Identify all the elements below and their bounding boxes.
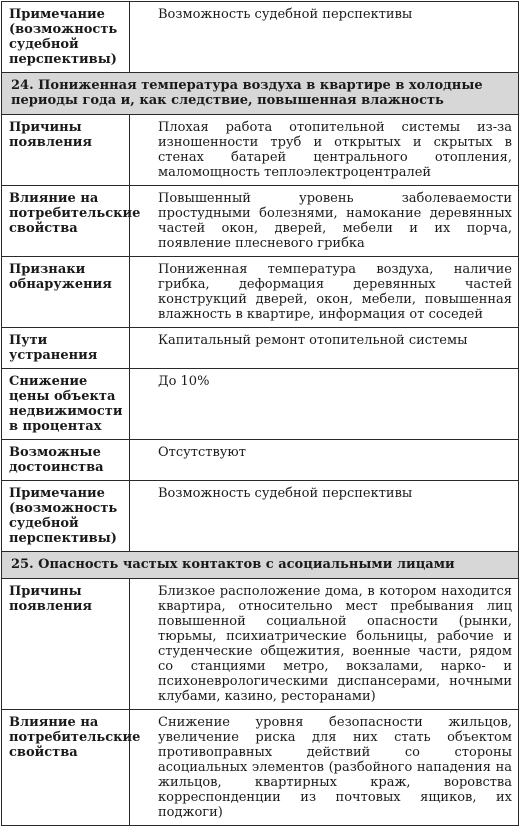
- table-row: [2, 369, 519, 440]
- table-row: [2, 710, 519, 826]
- row-label: Снижение цены объекта недвижимости в процентах: [2, 369, 130, 440]
- row-label: Возможные достоинства: [2, 440, 130, 481]
- row-value: Близкое расположение дома, в котором находится квартира, относительно мест пребывания лиц повышенной социальной опасности (рынки, тюрьмы, психиатрические больницы, рабочие и студенческие общежития, военные части, рядом со станциями метро, вокзалами, нарко- и психоневрологическими диспансерами, ночными клубами, казино, ресторанами): [130, 579, 519, 710]
- row-label: Примечание (возможность судебной перспективы): [2, 2, 130, 73]
- table-row: [2, 115, 519, 186]
- row-label: Примечание (возможность судебной перспективы): [2, 481, 130, 552]
- table-row: [2, 440, 519, 481]
- row-value: Пониженная температура воздуха, наличие грибка, деформация деревянных частей конструкций дверей, окон, мебели, повышенная влажность в квартире, информация от соседей: [130, 257, 519, 328]
- row-value: Возможность судебной перспективы: [130, 2, 519, 73]
- table-row: [2, 481, 519, 552]
- row-label: Причины появления: [2, 115, 130, 186]
- row-value: Возможность судебной перспективы: [130, 481, 519, 552]
- row-label: Пути устранения: [2, 328, 130, 369]
- section-header-row: [2, 552, 519, 579]
- section-title: 25. Опасность частых контактов с асоциальными лицами: [2, 552, 519, 579]
- row-label: Влияние на потребительские свойства: [2, 710, 130, 826]
- property-defects-table: [1, 1, 519, 826]
- table-row: [2, 257, 519, 328]
- row-value: Капитальный ремонт отопительной системы: [130, 328, 519, 369]
- row-value: Снижение уровня безопасности жильцов, увеличение риска для них стать объектом противоправных действий со стороны асоциальных элементов (разбойного нападения на жильцов, квартирных краж, воровства корреспонденции из почтовых ящиков, их поджоги): [130, 710, 519, 826]
- table-row: [2, 2, 519, 73]
- table-body: [2, 2, 519, 826]
- table-row: [2, 579, 519, 710]
- row-label: Признаки обнаружения: [2, 257, 130, 328]
- row-label: Влияние на потребительские свойства: [2, 186, 130, 257]
- row-value: Плохая работа отопительной системы из-за изношенности труб и открытых и скрытых в стенах батарей центрального отопления, маломощность теплоэлектроцентралей: [130, 115, 519, 186]
- table-row: [2, 186, 519, 257]
- table-row: [2, 328, 519, 369]
- row-label: Причины появления: [2, 579, 130, 710]
- section-header-row: [2, 73, 519, 115]
- section-title: 24. Пониженная температура воздуха в квартире в холодные периоды года и, как следствие, повышенная влажность: [2, 73, 519, 115]
- row-value: До 10%: [130, 369, 519, 440]
- row-value: Повышенный уровень заболеваемости простудными болезнями, намокание деревянных частей окон, дверей, мебели и их порча, появление плесневого грибка: [130, 186, 519, 257]
- row-value: Отсутствуют: [130, 440, 519, 481]
